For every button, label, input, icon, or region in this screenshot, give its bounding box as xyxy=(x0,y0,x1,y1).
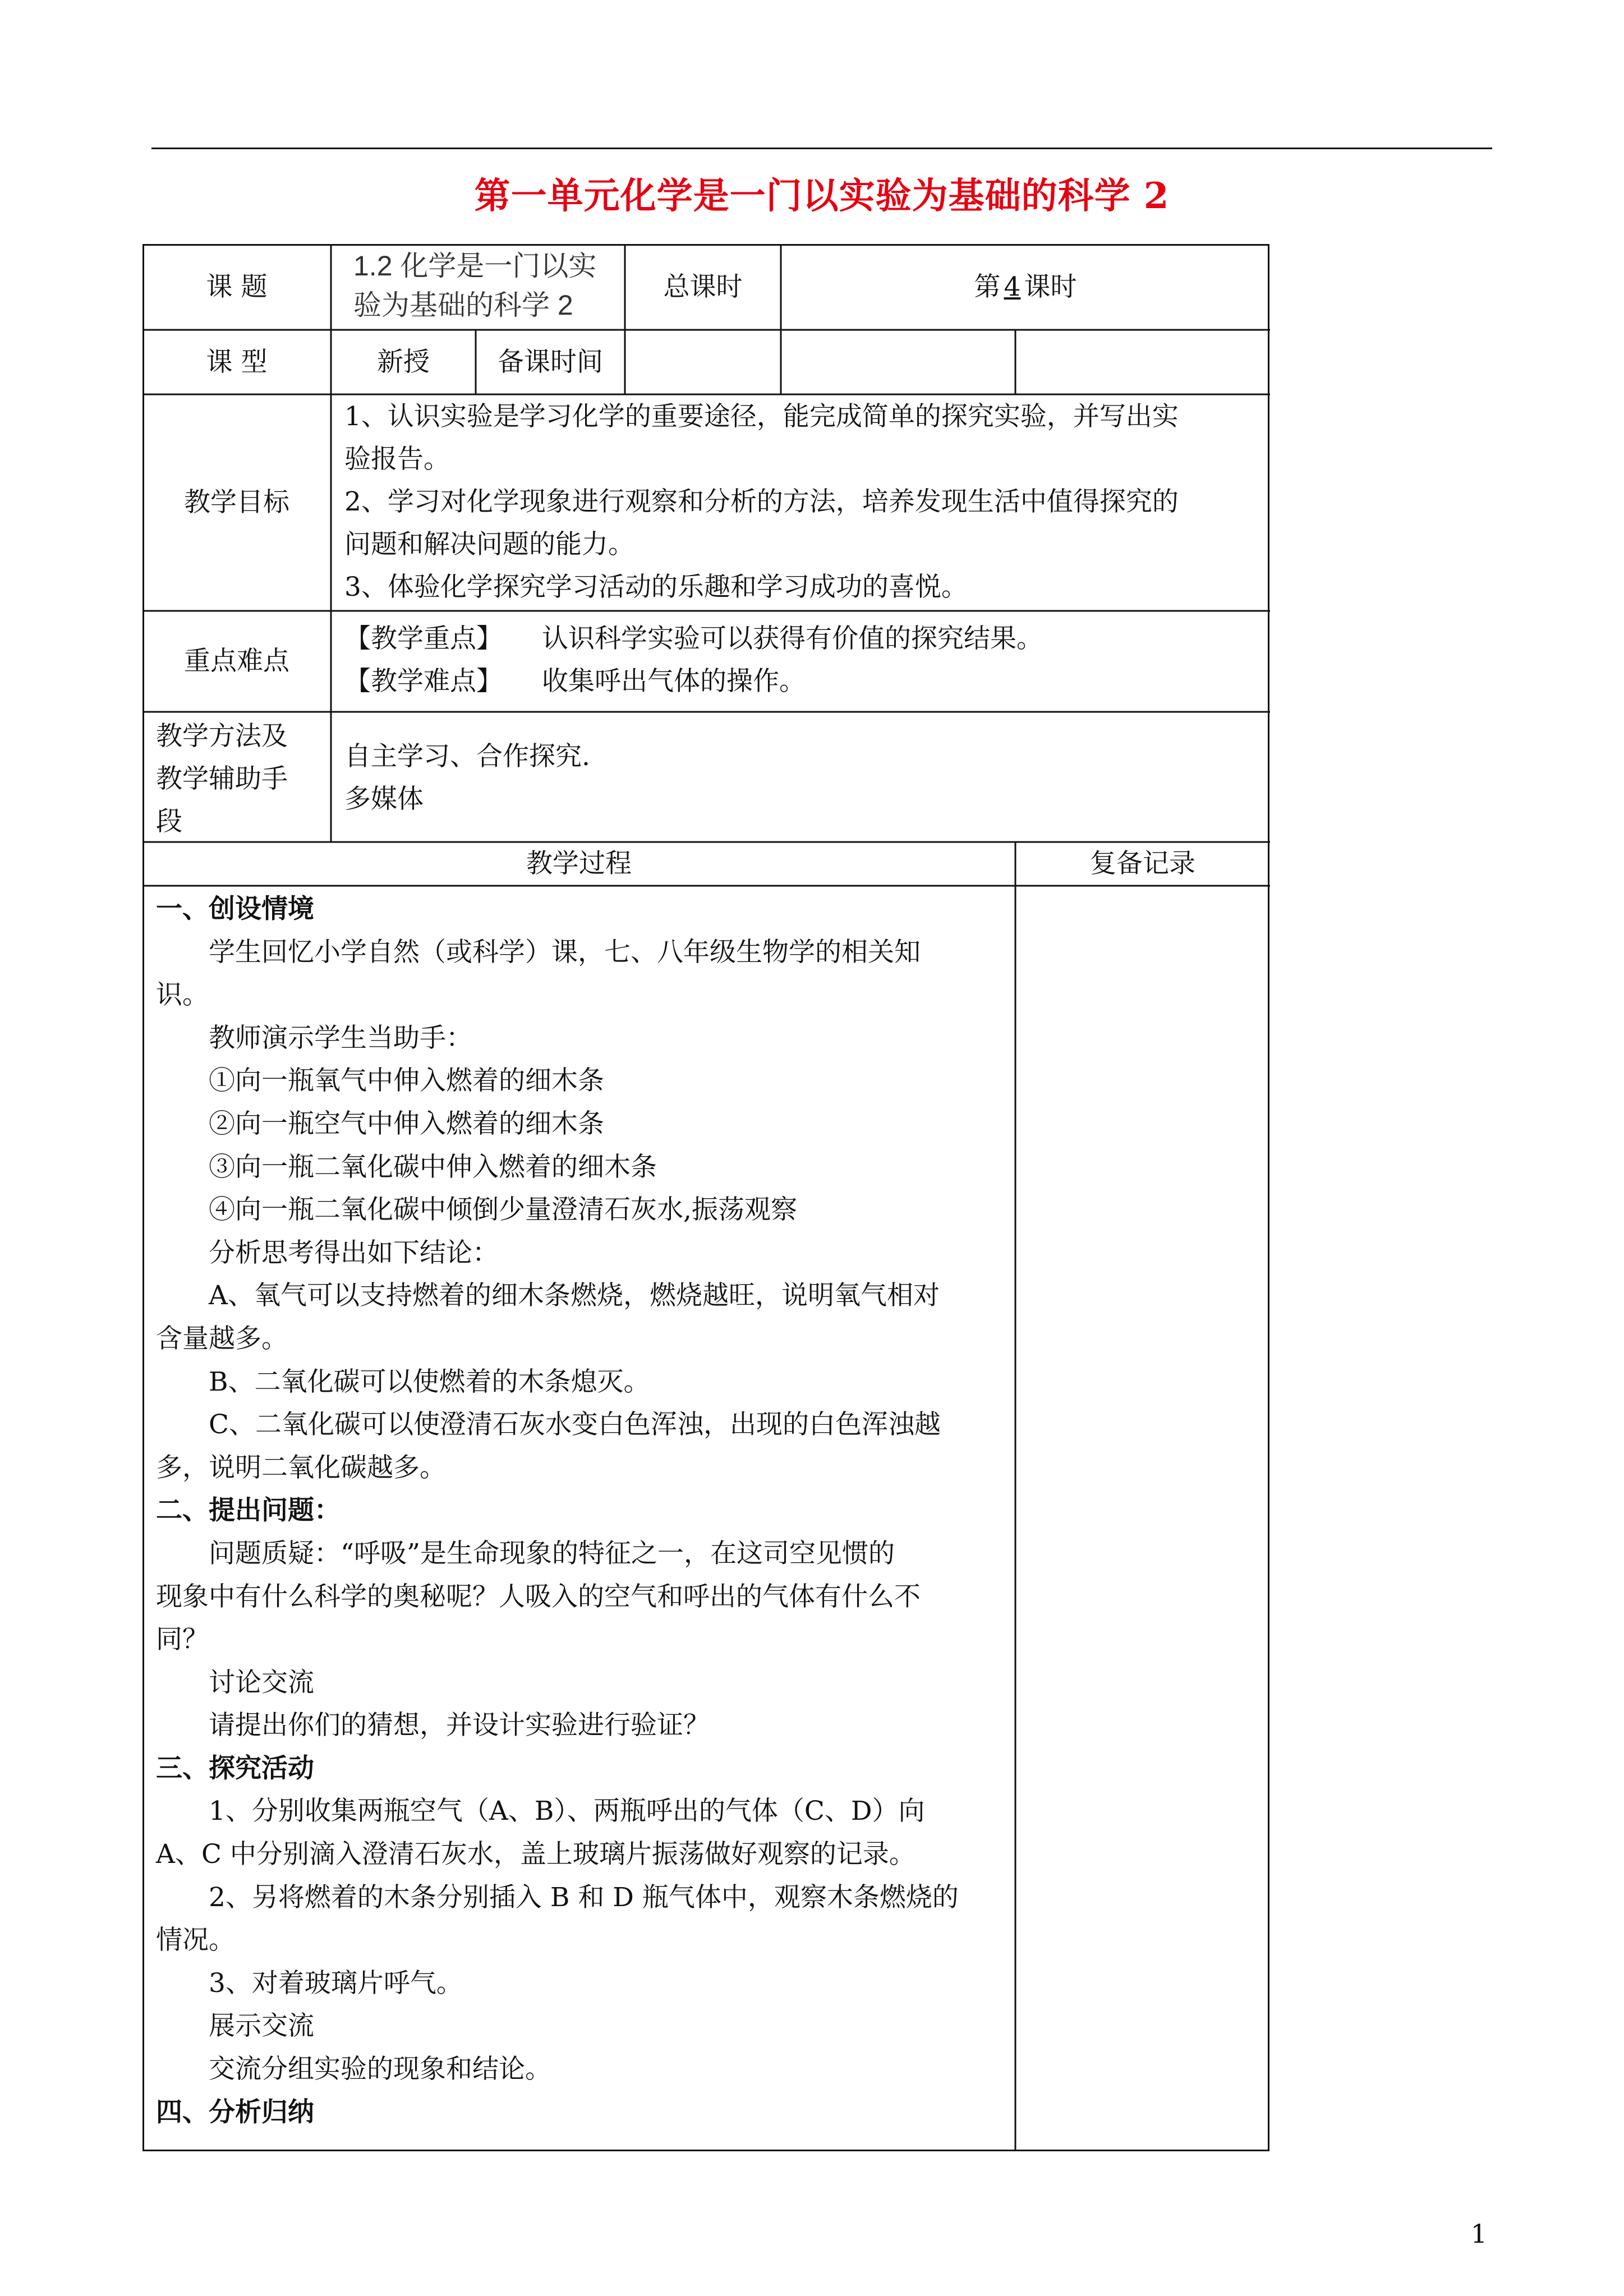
process-line: 多，说明二氧化碳越多。 xyxy=(156,1452,446,1483)
process-line: 交流分组实验的现象和结论。 xyxy=(209,2054,551,2085)
header-rule xyxy=(151,148,1492,149)
page-title: 第一单元化学是一门以实验为基础的科学 2 xyxy=(474,175,1170,217)
process-line: A、C 中分别滴入澄清石灰水，盖上玻璃片振荡做好观察的记录。 xyxy=(156,1839,915,1870)
methods-content xyxy=(344,735,1259,831)
type-label: 课 型 xyxy=(206,346,268,378)
topic-value-line-1: 1.2 化学是一门以实 xyxy=(353,250,597,282)
objective-line: 3、体验化学探究学习活动的乐趣和学习成功的喜悦。 xyxy=(344,572,968,602)
methods-line: 自主学习、合作探究. xyxy=(344,741,590,772)
section-heading: 一、创设情境 xyxy=(156,894,314,924)
objective-line: 验报告。 xyxy=(344,444,450,475)
topic-value-line-2: 验为基础的科学 2 xyxy=(353,289,573,321)
process-line: 识。 xyxy=(156,979,209,1011)
process-line: A、氧气可以支持燃着的细木条燃烧，燃烧越旺，说明氧气相对 xyxy=(209,1280,940,1312)
lesson-prefix: 第 xyxy=(974,271,1001,302)
methods-label-line: 教学方法及 xyxy=(156,721,288,752)
objectives-label: 教学目标 xyxy=(184,487,289,518)
process-line: 问题质疑：“呼吸”是生命现象的特征之一，在这司空见惯的 xyxy=(209,1538,895,1569)
process-line: ④向一瓶二氧化碳中倾倒少量澄清石灰水,振荡观察 xyxy=(209,1194,797,1226)
methods-label xyxy=(156,715,324,839)
process-line: 请提出你们的猜想，并设计实验进行验证？ xyxy=(209,1710,710,1741)
process-line: 同？ xyxy=(156,1624,209,1655)
difficulty-tag: 【教学难点】 xyxy=(344,666,503,697)
type-value: 新授 xyxy=(377,346,430,378)
difficulty-row xyxy=(344,660,1259,703)
process-line: 1、分别收集两瓶空气（A、B）、两瓶呼出的气体（C、D）向 xyxy=(209,1796,925,1827)
section-heading: 三、探究活动 xyxy=(156,1752,314,1784)
focus-tag: 【教学重点】 xyxy=(344,623,503,654)
review-notes-area xyxy=(1015,886,1270,2151)
process-line: 含量越多。 xyxy=(156,1323,288,1354)
topic-label: 课 题 xyxy=(206,271,268,302)
focus-row xyxy=(344,618,1259,660)
process-line: ③向一瓶二氧化碳中伸入燃着的细木条 xyxy=(209,1151,657,1182)
objectives-content xyxy=(344,395,1259,609)
prep-time-label: 备课时间 xyxy=(498,346,603,378)
lesson-suffix: 课时 xyxy=(1024,271,1077,302)
objective-line: 问题和解决问题的能力。 xyxy=(344,529,634,560)
key-points-label: 重点难点 xyxy=(184,646,289,677)
topic-value xyxy=(331,246,625,330)
lesson-number: 4 xyxy=(1004,271,1021,302)
process-line: ②向一瓶空气中伸入燃着的细木条 xyxy=(209,1108,604,1139)
key-points-content xyxy=(344,618,1259,707)
methods-label-line: 教学辅助手 xyxy=(156,763,288,794)
objective-line: 2、学习对化学现象进行观察和分析的方法，培养发现生活中值得探究的 xyxy=(344,486,1179,517)
page-number: 1 xyxy=(1470,2219,1487,2249)
review-header: 复备记录 xyxy=(1090,848,1195,879)
process-line: C、二氧化碳可以使澄清石灰水变白色浑浊，出现的白色浑浊越 xyxy=(209,1409,941,1441)
focus-text: 认识科学实验可以获得有价值的探究结果。 xyxy=(542,623,1043,654)
lesson-count xyxy=(781,244,1270,330)
process-line: 讨论交流 xyxy=(209,1667,314,1698)
process-line: 展示交流 xyxy=(209,2010,314,2042)
process-line: ①向一瓶氧气中伸入燃着的细木条 xyxy=(209,1065,604,1097)
section-heading: 四、分析归纳 xyxy=(156,2096,314,2128)
process-line: 2、另将燃着的木条分别插入 B 和 D 瓶气体中，观察木条燃烧的 xyxy=(209,1881,959,1913)
process-line: 3、对着玻璃片呼气。 xyxy=(209,1967,463,1999)
methods-line: 多媒体 xyxy=(344,784,424,815)
total-hours-label: 总课时 xyxy=(663,271,743,302)
section-heading: 二、提出问题： xyxy=(156,1495,341,1526)
difficulty-text: 收集呼出气体的操作。 xyxy=(542,666,806,697)
process-content xyxy=(156,888,1003,2145)
process-line: 分析思考得出如下结论： xyxy=(209,1237,499,1268)
lesson-plan-table xyxy=(142,244,1270,2151)
methods-label-line: 段 xyxy=(156,806,182,837)
process-header: 教学过程 xyxy=(526,848,632,879)
process-line: 教师演示学生当助手： xyxy=(209,1022,472,1053)
objective-line: 1、认识实验是学习化学的重要途径，能完成简单的探究实验，并写出实 xyxy=(344,401,1179,432)
process-line: 现象中有什么科学的奥秘呢？人吸入的空气和呼出的气体有什么不 xyxy=(156,1581,921,1612)
process-line: 学生回忆小学自然（或科学）课，七、八年级生物学的相关知 xyxy=(209,936,921,968)
process-line: B、二氧化碳可以使燃着的木条熄灭。 xyxy=(209,1366,650,1397)
process-line: 情况。 xyxy=(156,1925,235,1956)
